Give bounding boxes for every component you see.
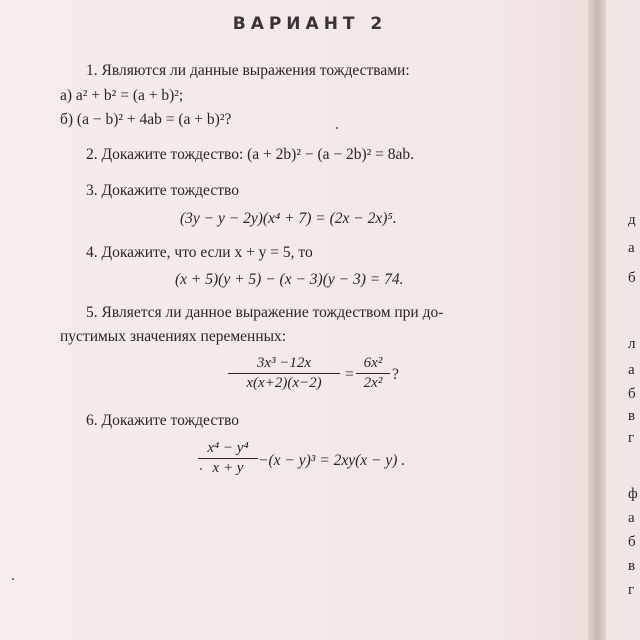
edge-letter: л bbox=[628, 336, 636, 352]
edge-letter: г bbox=[628, 582, 635, 598]
edge-letter: в bbox=[628, 408, 636, 424]
task3-stem: 3. Докажите тождество bbox=[86, 182, 239, 199]
edge-letter: ф bbox=[628, 486, 638, 502]
task5-equals: = bbox=[344, 366, 355, 383]
paper-speck bbox=[12, 578, 14, 580]
edge-letter: б bbox=[628, 534, 636, 550]
edge-letter: а bbox=[628, 510, 635, 526]
edge-letter: а bbox=[628, 362, 635, 378]
task5-fraction-right-numerator: 6x² bbox=[356, 355, 390, 374]
task1-option-a: а) a² + b² = (a + b)²; bbox=[60, 87, 184, 104]
page-title: ВАРИАНТ 2 bbox=[232, 14, 388, 34]
task2-stem: 2. Докажите тождество: (a + 2b)² − (a − 2b)² = 8ab. bbox=[86, 146, 415, 163]
edge-letter: в bbox=[628, 558, 636, 574]
task6-fraction bbox=[198, 440, 258, 477]
edge-letter: б bbox=[628, 270, 636, 286]
paper-speck bbox=[336, 127, 338, 129]
task6-fraction-denominator: x + y bbox=[212, 460, 244, 476]
task6-formula-tail: −(x − y)³ = 2xy(x − y) . bbox=[258, 452, 406, 469]
task4-stem: 4. Докажите, что если x + y = 5, то bbox=[86, 244, 313, 261]
task5-stem-line1: 5. Является ли данное выражение тождеством при до- bbox=[86, 304, 444, 321]
paper-speck bbox=[200, 468, 202, 470]
task5-fraction-left-denominator: x(x+2)(x−2) bbox=[246, 375, 322, 391]
task1-stem: 1. Являются ли данные выражения тождествами: bbox=[86, 62, 410, 79]
edge-letter: б bbox=[628, 386, 636, 402]
task6-stem: 6. Докажите тождество bbox=[86, 412, 239, 429]
task5-fraction-left-numerator: 3x³ −12x bbox=[228, 355, 340, 374]
task4-formula: (x + 5)(y + 5) − (x − 3)(y − 3) = 74. bbox=[175, 271, 404, 288]
book-gutter bbox=[588, 0, 608, 640]
edge-letter: г bbox=[628, 430, 635, 446]
task6-fraction-numerator: x⁴ − y⁴ bbox=[198, 440, 258, 459]
task5-question-mark: ? bbox=[392, 366, 399, 383]
task5-fraction-right-denominator: 2x² bbox=[363, 375, 383, 391]
task1-option-b: б) (a − b)² + 4ab = (a + b)²? bbox=[60, 111, 232, 128]
edge-letter: д bbox=[628, 212, 636, 228]
task5-fraction-left bbox=[228, 355, 340, 392]
task3-formula: (3y − y − 2y)(x⁴ + 7) = (2x − 2x)⁵. bbox=[180, 210, 397, 227]
task5-stem-line2: пустимых значениях переменных: bbox=[60, 328, 287, 345]
edge-letter: а bbox=[628, 240, 635, 256]
task5-fraction-right bbox=[356, 355, 390, 392]
